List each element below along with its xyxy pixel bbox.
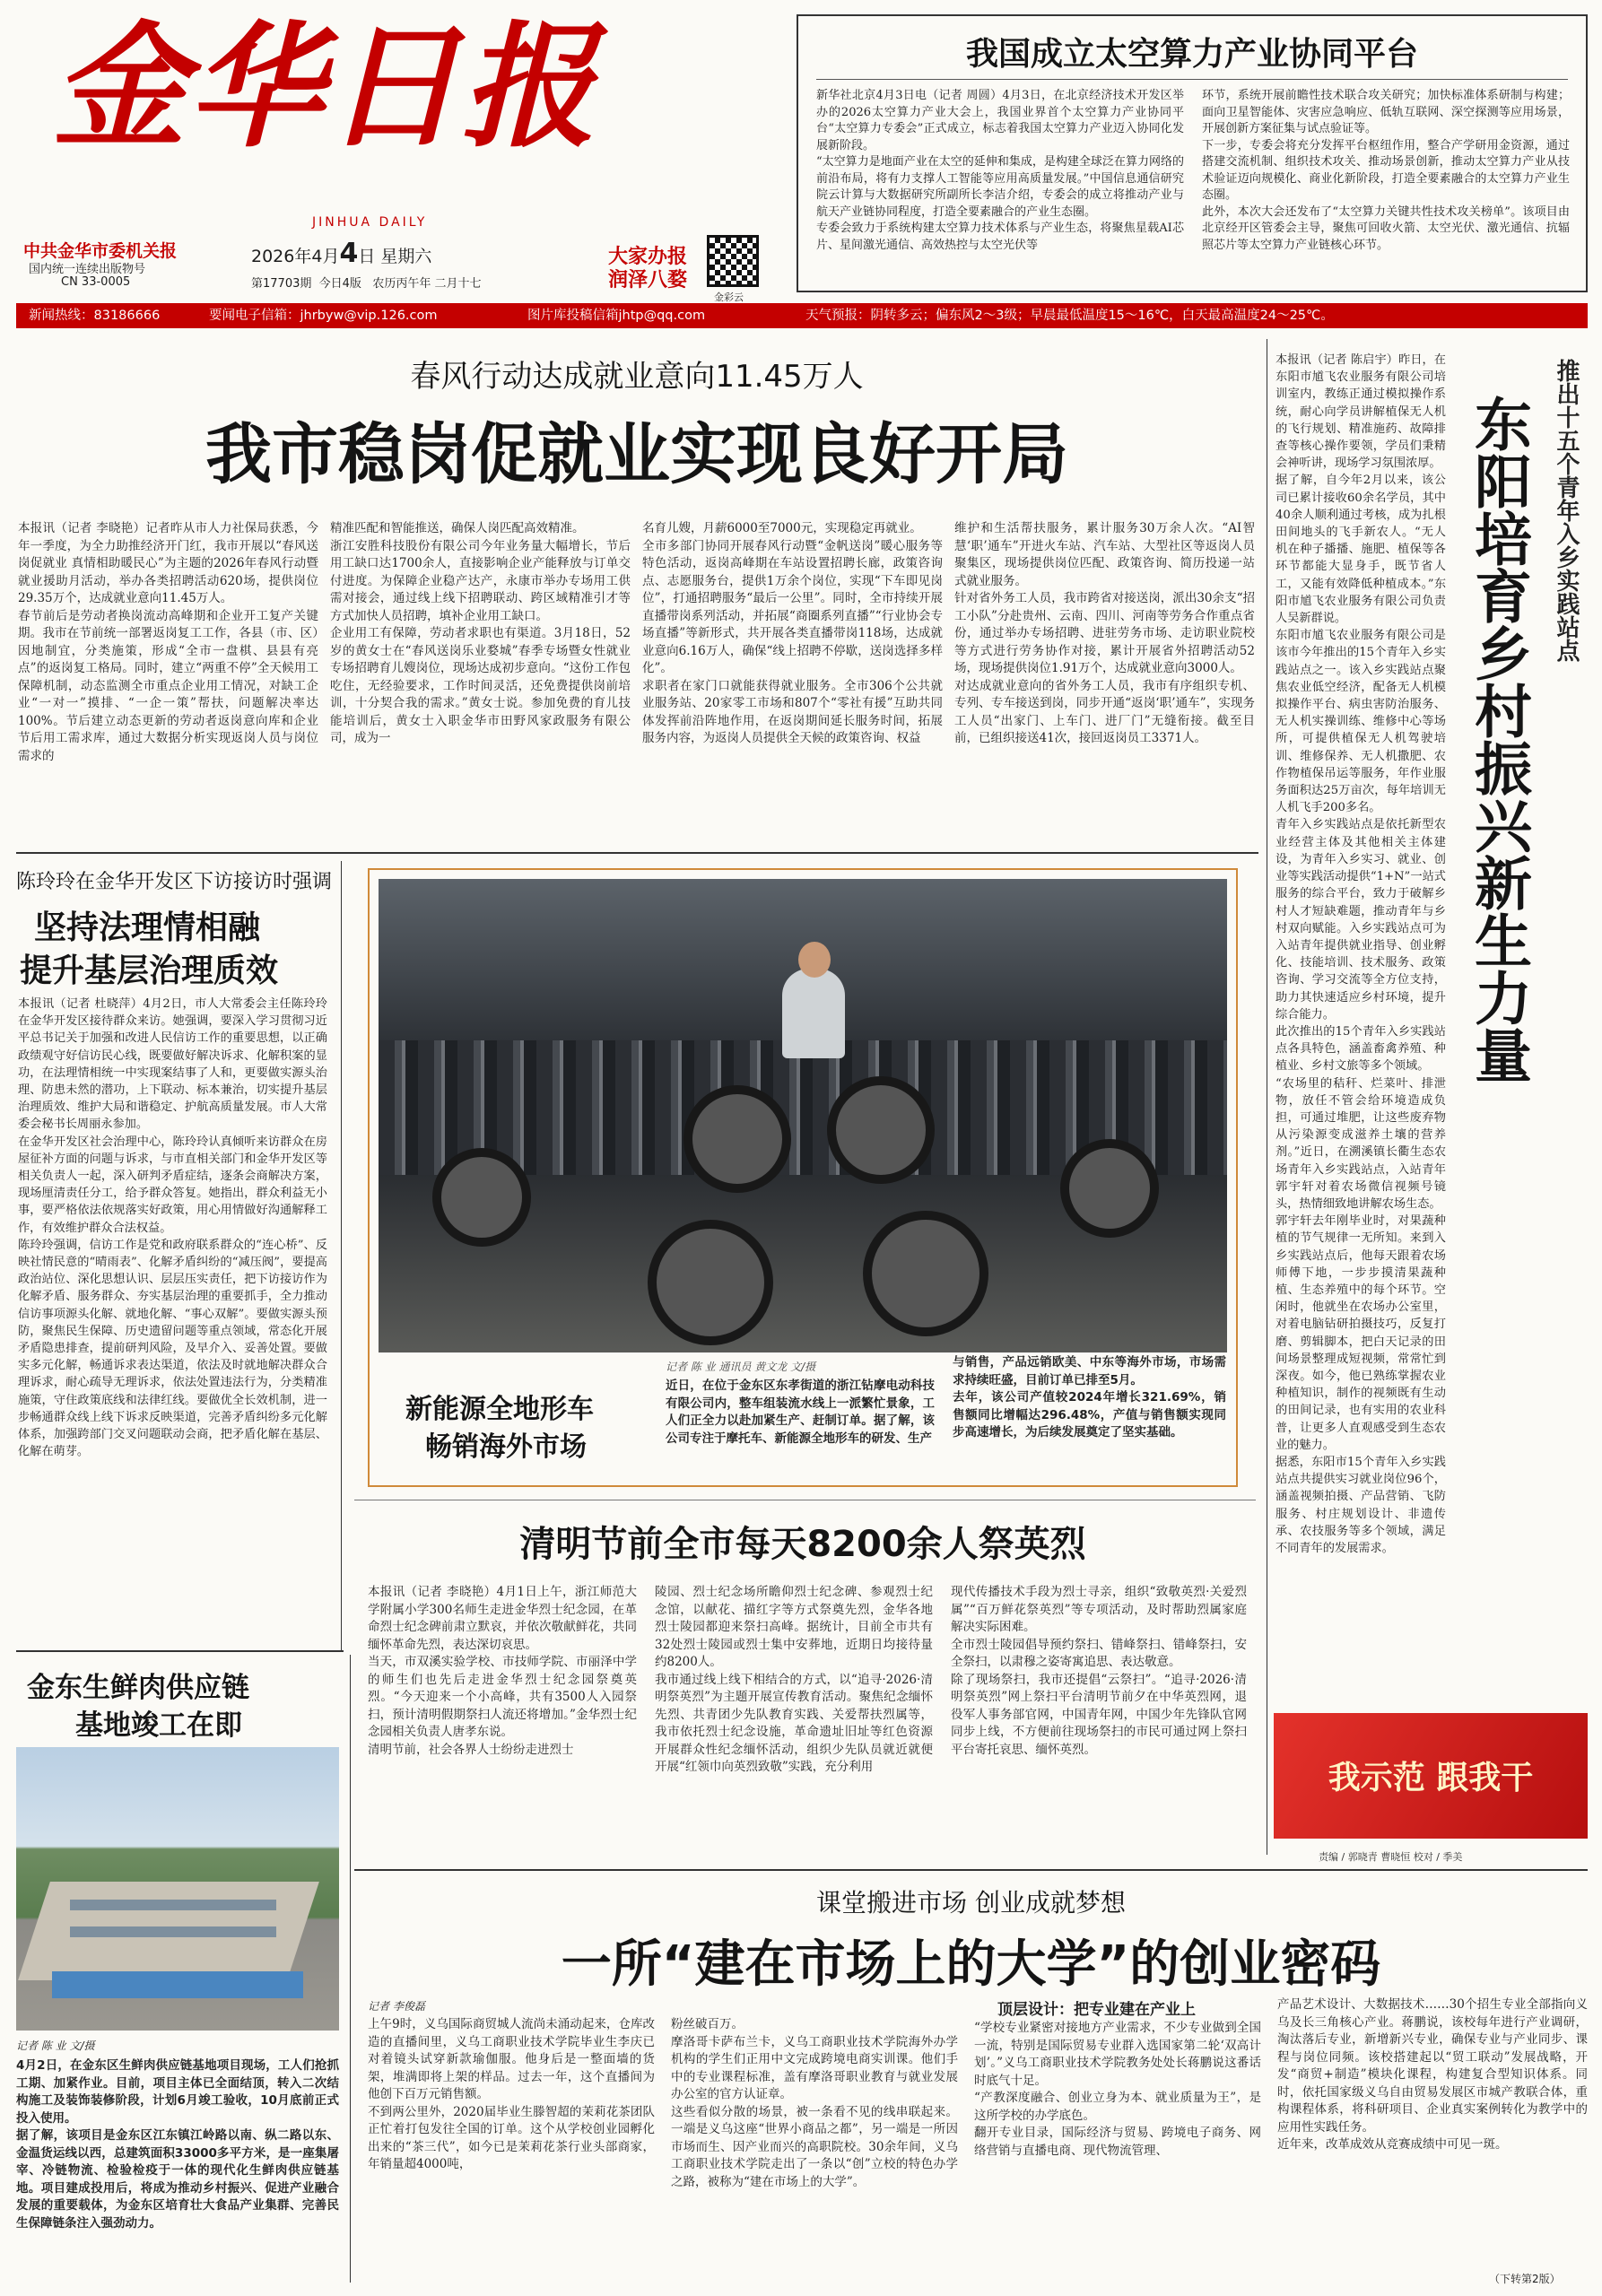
slogan-line1: 大家办报 xyxy=(608,246,688,268)
lead-title: 我市稳岗促就业实现良好开局 xyxy=(205,416,1068,493)
top-story-col2: 环节，系统开展前瞻性技术联合攻关研究；加快标准体系研制与构建；面向卫星智能体、灾害应急响应、低轨互联网、深空探测等应用场景，开展创新方案征集与试点验证等。 下一步，专委会将充分发挥平台枢纽作用，整合产学研用金资源，通过搭建交流机制、组织技术攻关、推动场景创新，推动太空算力产业从技术验证迈向规模化、商业化新阶段，打造全要素融合的太空算力产业生态圈。 此外，本次大会还发布了“太空算力关键共性技术攻关榜单”。该项目由北京经开区管委会主导，聚焦可回收火箭、太空光伏、激光通信、抗辐照芯片等太空算力产业链核心环节。 xyxy=(1202,89,1570,252)
gov-title-line1: 坚持法理情相融 xyxy=(34,909,261,946)
university-col3-heading: 顶层设计：把专业建在产业上 xyxy=(997,2001,1196,2019)
lead-col4: 维护和生活帮扶服务，累计服务30万余人次。“AI智慧‘职’通车”开进火车站、汽车站、大型社区等返岗人员聚集区，现场提供岗位匹配、政策咨询、简历投递一站式就业服务。 针对省外务工人员，我市跨省对接送岗，派出30余支“招工小队”分赴贵州、云南、四川、河南等劳务合作重点省份，通过举办专场招聘、进驻劳务市场、走访职业院校等方式进行劳务协作对接，累计开展省外招聘活动52场，现场提供岗位1.91万个，达成就业意向3000人。 对达成就业意向的省外务工人员，我市有序组织专机、专列、专车接送到岗，同步开通“返岗‘职’通车”，实现务工人员“出家门、上车门、进厂门”无缝衔接。截至目前，已组织接送41次，接回返岗员工3371人。 xyxy=(954,521,1255,745)
university-title: 一所“建在市场上的大学”的创业密码 xyxy=(561,1935,1381,1994)
date-month: 2026年4月 xyxy=(251,247,340,266)
construction-photo xyxy=(16,1747,339,2031)
photo-story xyxy=(368,868,1238,1487)
photo-caption-col2: 与销售，产品远销欧美、中东等海外市场，市场需求持续旺盛，目前订单已排至5月。 去年，该公司产值较2024年增长321.69%，销售额同比增幅达296.48%，产值与销售额实现同步高速增长，为后续发展奠定了坚实基础。 xyxy=(953,1355,1226,1439)
divider-meat-top xyxy=(16,1650,344,1652)
masthead xyxy=(16,8,788,303)
university-col3: “学校专业紧密对接地方产业需求，不少专业做到全国一流，特别是国际贸易专业群入选国家第二轮‘双高计划’。”义乌工商职业技术学院教务处处长蒋鹏说这番话时底气十足。 “产教深度融合、创业立身为本、就业质量为王”，是这所学校的办学底色。 翻开专业目录，国际经济与贸易、跨境电子商务、网络营销与直播电商、现代物流管理、 xyxy=(974,2021,1261,2158)
qingming-col1: 本报讯（记者 李晓艳）4月1日上午，浙江师范大学附属小学300名师生走进金华烈士纪念园，在革命烈士纪念碑前肃立默哀，并依次敬献鲜花，共同缅怀革命先烈，表达深切哀思。 当天，市双溪实验学校、市技师学院、市丽泽中学的师生们也先后走进金华烈士纪念园祭奠英烈。“今天迎来一个小高峰，共有3500人入园祭扫，预计清明假期祭扫人流还将增加。”金华烈士纪念园相关负责人唐孝东说。 清明节前，社会各界人士纷纷走进烈士 xyxy=(368,1585,637,1757)
divider-university-top xyxy=(354,1869,1588,1871)
masthead-pinyin: JINHUA DAILY xyxy=(312,215,428,230)
photo-caption-col1: 近日，在位于金东区东孝街道的浙江钻摩电动科技有限公司内，整车组装流水线上一派繁忙景象，工人们正全力以赴加紧生产、赶制订单。据了解，该公司专注于摩托车、新能源全地形车的研发、生产 xyxy=(666,1378,935,1446)
photo-title-line2: 畅销海外市场 xyxy=(425,1431,587,1463)
lead-col1: 本报讯（记者 李晓艳）记者昨从市人力社保局获悉，今年一季度，为全力助推经济开门红，我市开展以“春风送岗促就业 真情相助暖民心”为主题的2026年春风行动暨就业援助月活动，举办各类招聘活动620场，提供岗位29.35万个，达成就业意向11.45万人。 春节前后是劳动者换岗流动高峰期和企业开工复产关键期。我市在节前统一部署返岗复工工作，各县（市、区）因地制宜，分类施策，形成“全市一盘棋、县县有亮点”的返岗复工格局。同时，建立“两重不停”全天候用工保障机制，动态监测全市重点企业用工情况，对缺工企业“一对一”摸排、“一企一策”帮扶，问题解决率达100%。节后建立动态更新的劳动者返岗意向库和企业节后用工需求库，通过大数据分析实现返岗人员与岗位需求的 xyxy=(18,521,318,763)
info-bar xyxy=(16,303,1588,328)
masthead-serial: 国内统一连续出版物号 xyxy=(29,263,146,276)
top-story-title: 我国成立太空算力产业协同平台 xyxy=(965,36,1418,73)
masthead-title: 金华日报 xyxy=(52,8,598,166)
meat-credit: 记者 陈 业 文/摄 xyxy=(16,2039,95,2052)
youth-kicker: 推出十五个青年入乡实践站点 xyxy=(1553,359,1580,662)
qingming-col3: 现代传播技术手段为烈士寻亲，组织“致敬英烈·关爱烈属”“百万鲜花祭英烈”等专项活动，及时帮助烈属家庭解决实际困难。 全市烈士陵园倡导预约祭扫、错峰祭扫、错峰祭扫，安全祭扫，以肃穆之姿寄寓追思、表达敬意。 除了现场祭扫，我市还提倡“云祭扫”。“追寻·2026·清明祭英烈”网上祭扫平台清明节前夕在中华英烈网，退役军人事务部官网，中国青年网，中国少年先锋队官网同步上线，不方便前往现场祭扫的市民可通过网上祭扫平台寄托哀思、缅怀英烈。 xyxy=(951,1585,1247,1757)
youth-text: 本报讯（记者 陈启宇）昨日，在东阳市馗飞农业服务有限公司培训室内，教练正通过模拟操作系统，耐心向学员讲解植保无人机的飞行规划、精准施药、故障排查等核心操作要领，学员们秉精会神听讲，现场学习氛围浓厚。 据了解，自今年2月以来，该公司已累计接收60余名学员，其中40余人顺利通过考核，成为扎根田间地头的飞手新农人。“无人机在种子播播、施肥、植保等各环节都能大显身手，既节省人工，又能有效降低种植成本。”东阳市馗飞农业服务有限公司负责人吴新群说。 东阳市馗飞农业服务有限公司是该市今年推出的15个青年入乡实践站点之一。该入乡实践站点聚焦农业低空经济，配备无人机模拟操作平台、病虫害防治服务、无人机实操训练、维修中心等场所，可提供植保无人机驾驶培训、维修保养、无人机撒肥、农作物植保吊运等服务，年作业服务面积达25万亩次，每年培训无人机飞手200多名。 青年入乡实践站点是依托新型农业经营主体及其他相关主体建设，为青年入乡实习、就业、创业等实践活动提供“1+N”一站式服务的综合平台，致力于破解乡村人才短缺难题，推动青年与乡村双向赋能。入乡实践站点可为入站青年提供就业指导、创业孵化、技能培训、技术服务、政策咨询、学习交流等全方位支持，助力其快速适应乡村环境，提升综合能力。 此次推出的15个青年入乡实践站点各具特色，涵盖畜禽养殖、种植业、乡村文旅等多个领域。 “农场里的秸秆、烂菜叶、排泄物，放任不管会给环境造成负担，可通过堆肥，让这些废弃物从污染源变成滋养土壤的营养剂。”近日，在溯溪镇长衢生态农场青年入乡实践站点，入站青年郭宇轩对着农场微信视频号镜头，热情细致地讲解农场生态。 郭宇轩去年刚毕业时，对果蔬种植的节气规律一无所知。来到入乡实践站点后，他每天跟着农场师傅下地，一步步摸清果蔬种植、生态养殖中的每个环节。空闲时，他就坐在农场办公室里，对着电脑钻研拍摄技巧，反复打磨、剪辑脚本，把白天记录的田间场景整理成短视频，常常忙到深夜。如今，他已熟练掌握农业种植知识，制作的视频既有生动的田间记录，也有实用的农业科普，让更多人直观感受到生态农业的魅力。 据悉，东阳市15个青年入乡实践站点共提供实习就业岗位96个，涵盖视频拍摄、产品营销、飞防服务、村庄规划设计、非遗传承、农技服务等多个领域，满足不同青年的发展需求。 xyxy=(1276,353,1446,1556)
university-credit: 记者 李俊磊 xyxy=(368,2000,425,2013)
lunar-date: 农历丙午年 二月十七 xyxy=(372,277,482,291)
lead-kicker: 春风行动达成就业意向11.45万人 xyxy=(410,359,864,395)
qingming-col2: 陵园、烈士纪念场所瞻仰烈士纪念碑、参观烈士纪念馆，以献花、描红字等方式祭奠先烈，金华各地烈士陵园都迎来祭扫高峰。据统计，目前全市共有32处烈士陵园或烈士集中安葬地，近期日均接待量约8200人。 我市通过线上线下相结合的方式，以“追寻·2026·清明祭英烈”为主题开展宣传教育活动。聚焦纪念缅怀先烈、共青团少先队教育实践、关爱帮扶烈属等，我市依托烈士纪念设施，革命遗址旧址等红色资源开展群众性纪念缅怀活动，组织少先队员就近就便开展“红领巾向英烈致敬”实践，充分利用 xyxy=(655,1585,933,1774)
page-count: 今日4版 xyxy=(318,277,361,291)
lead-col3: 名育儿嫂，月薪6000至7000元，实现稳定再就业。 全市多部门协同开展春风行动暨“金帆送岗”暖心服务等特色活动，返岗高峰期在车站设置招聘长廊，政策咨询点、志愿服务台，提供1万余个岗位，实现“下车即见岗位”，打通招聘服务“最后一公里”。同时，全市持续开展直播带岗系列活动，并拓展“商圈系列直播”“行业协会专场直播”等新形式，共开展各类直播带岗118场，达成就业意向6.16万人，确保“线上招聘不停歇，送岗选择多样化”。 求职者在家门口就能获得就业服务。全市306个公共就业服务站、20家零工市场和807个“零社有援”互助共同体发挥前沿阵地作用，在返岗期间延长服务时间，拓展服务内容，为返岗人员提供全天候的政策咨询、权益 xyxy=(642,521,943,745)
divider-gov xyxy=(341,861,342,1650)
lead-col2: 精准匹配和智能推送，确保人岗匹配高效精准。 浙江安胜科技股份有限公司今年业务量大幅增长，节后用工缺口达1700余人，直接影响企业产能释放与订单交付进度。为保障企业稳产达产，永康市举办专场用工供需对接会，通过线上线下招聘联动、跨区域精准引才等方式加快人员招聘，填补企业用工缺口。 企业用工有保障，劳动者求职也有渠道。3月18日，52岁的黄女士在“春风送岗乐业婺城”春季专场暨女性就业专场招聘育儿嫂岗位，现场达成初步意向。“这份工作包吃住，无经验要求，工作时间灵活，还免费提供岗前培训，十分契合我的需求。”黄女士说。参加免费的育儿技能培训后，黄女士入职金华市田野风家政服务有限公司，成为一 xyxy=(330,521,631,745)
university-kicker: 课堂搬进市场 创业成就梦想 xyxy=(816,1888,1126,1918)
date-weekday: 日 星期六 xyxy=(358,247,432,266)
qingming-title: 清明节前全市每天8200余人祭英烈 xyxy=(519,1524,1086,1565)
gov-text: 本报讯（记者 杜晓萍）4月2日，市人大常委会主任陈玲玲在金华开发区接待群众来访。她强调，要深入学习贯彻习近平总书记关于加强和改进人民信访工作的重要思想，以正确政绩观守好信访民心线，既要做好解决诉求、化解积案的显功，在法理情相统一中实现案结事了人和，更要做实源头治理、防患未然的潜功，上下联动、标本兼治，切实提升基层治理质效、维护大局和谐稳定、护航高质量发展。市人大常委会秘书长周丽永参加。 在金华开发区社会治理中心，陈玲玲认真倾听来访群众在房屋征补方面的问题与诉求，与市直相关部门和金华开发区等相关负责人一起，深入研判矛盾症结，逐条会商解决方案，现场厘清责任分工，给予群众答复。她指出，群众利益无小事，要严格依法依规落实好政策，用心用情做好沟通解释工作，有效维护群众合法权益。 陈玲玲强调，信访工作是党和政府联系群众的“连心桥”、反映社情民意的“晴雨表”、化解矛盾纠纷的“减压阀”，要提高政治站位、深化思想认识、层层压实责任，把下访接访作为化解矛盾、服务群众、夯实基层治理的重要抓手，全力推动信访事项源头化解、就地化解、“事心双解”。要做实源头预防，聚焦民生保障、历史遗留问题等重点领域，常态化开展矛盾隐患排查，提前研判风险，及早介入、妥善处置。要做实多元化解，畅通诉求表达渠道，依法及时就地解决群众合理诉求，耐心疏导无理诉求，依法处置违法行为，分类精准施策，守住政策底线和法律红线。要做优全长效机制，进一步畅通群众线上线下诉求反映渠道，完善矛盾纠纷多元化解体系，加强跨部门交叉问题联动会商，把矛盾化解在基层、化解在萌芽。 xyxy=(18,997,327,1459)
gov-kicker: 陈玲玲在金华开发区下访接访时强调 xyxy=(16,871,333,893)
divider-lead-bottom xyxy=(16,852,1258,854)
meat-text: 4月2日，在金东区生鲜肉供应链基地项目现场，工人们抢抓工期、加紧作业。目前，项目主体已全面结顶，转入二次结构施工及装饰装修阶段，计划6月竣工验收，10月底前正式投入使用。 据了解，该项目是金东区江东镇江岭路以南、纵二路以东、金温货运线以西，总建筑面积33000多平方米，是一座集屠宰、冷链物流、检验检疫于一体的现代化生鲜肉供应链基地。项目建成投用后，将成为推动乡村振兴、促进产业融合发展的重要载体，为金东区培育壮大食品产业集群、完善民生保障链条注入强劲动力。 xyxy=(16,2058,339,2231)
promo-credit: 责编 / 郭晓青 曹晓恒 校对 / 季美 xyxy=(1319,1851,1463,1863)
continue-note: （下转第2版） xyxy=(1489,2273,1561,2285)
promo-title: 我示范 跟我干 xyxy=(1328,1759,1534,1796)
date-day: 4 xyxy=(339,238,359,269)
youth-title: 东阳培育乡村振兴新生力量 xyxy=(1465,395,1531,1083)
photo-email: 图片库投稿信箱jhtp@qq.com xyxy=(527,309,706,323)
issue-info xyxy=(251,274,481,291)
weather: 天气预报：阴转多云；偏东风2～3级；早晨最低温度15～16℃，白天最高温度24～25℃。 xyxy=(805,309,1334,323)
issue-date xyxy=(251,238,431,269)
issue-number: 第17703期 xyxy=(251,277,312,291)
masthead-organ: 中共金华市委机关报 xyxy=(23,241,178,261)
divider-meat xyxy=(350,1655,351,2283)
top-story xyxy=(797,14,1588,292)
gov-title-line2: 提升基层治理质效 xyxy=(20,952,279,989)
qr-label: 金彩云 xyxy=(714,291,744,303)
photo-title-line1: 新能源全地形车 xyxy=(405,1394,594,1425)
top-story-col1: 新华社北京4月3日电（记者 周圆）4月3日，在北京经济技术开发区举办的2026太空算力产业大会上，我国业界首个太空算力产业协同平台“太空算力专委会”正式成立，标志着我国太空算力产业迈入协同化发展新阶段。 “太空算力是地面产业在太空的延伸和集成，是构建全球泛在算力网络的前沿布局，将有力支撑人工智能等应用高质量发展。”中国信息通信研究院云计算与大数据研究所副所长李洁介绍，专委会的成立将推动产业与航天产业链协同程度，打造全要素融合的产业生态圈。 专委会致力于系统构建太空算力技术体系与产业生态，将聚焦星载AI芯片、星间激光通信、高效热控与太空光伏等 xyxy=(816,89,1184,252)
university-col2: 粉丝破百万。 摩洛哥卡萨布兰卡，义乌工商职业技术学院海外办学机构的学生们正用中文完成跨境电商实训课。他们手中的专业课程标准，盖有摩洛哥职业教育与就业发展办公室的官方认证章。 这些看似分散的场景，被一条看不见的线串联起来。一端是义乌这座“世界小商品之都”，另一端是一所因市场而生、因产业而兴的高职院校。30余年间，义乌工商职业技术学院走出了一条以“创”立校的特色办学之路，被称为“建在市场上的大学”。 xyxy=(671,2017,958,2189)
news-email: 要闻电子信箱：jhrbyw@vip.126.com xyxy=(209,309,438,323)
meat-title-line2: 基地竣工在即 xyxy=(75,1709,242,1742)
slogan-line2: 润泽八婺 xyxy=(608,269,688,291)
qr-code[interactable] xyxy=(707,235,759,287)
meat-title-line1: 金东生鲜肉供应链 xyxy=(27,1672,249,1704)
hotline: 新闻热线：83186666 xyxy=(29,309,161,323)
masthead-cn: CN 33-0005 xyxy=(61,275,131,289)
slogan xyxy=(608,246,687,292)
university-col1: 上午9时，义乌国际商贸城人流尚未涌动起来，仓库改造的直播间里，义乌工商职业技术学院毕业生李庆已对着镜头试穿新款瑜伽服。他身后是一整面墙的货架，堆满即将上架的样品。过去一年，这个直播间为他创下百万元销售额。 不到两公里外，2020届毕业生滕智超的茉莉花茶团队正忙着打包发往全国的订单。这个从学校创业园孵化出来的“茶三代”，如今已是茉莉花茶行业头部商家，年销量超4000吨， xyxy=(368,2017,655,2171)
photo-credit: 记者 陈 业 通讯员 黄文龙 文/摄 xyxy=(666,1361,816,1373)
university-col4: 产品艺术设计、大数据技术……30个招生专业全部指向义乌及长三角核心产业。蒋鹏说，该校每年进行产业调研，淘汰落后专业，新增新兴专业，确保专业与产业同步、课程与岗位同频。该校搭建起以“贸工联动”发展战略，开发“商贸+制造”模块化课程，构建复合型知识体系。同时，依托国家级义乌自由贸易发展区市城产教联合体，重构课程体系，将科研项目、企业真实案例转化为教学中的应用性实践任务。 近年来，改革成效从竞赛成绩中可见一斑。 xyxy=(1277,1997,1588,2152)
factory-photo xyxy=(379,879,1227,1352)
worker-figure xyxy=(782,969,845,1058)
promo-banner[interactable] xyxy=(1274,1713,1588,1839)
